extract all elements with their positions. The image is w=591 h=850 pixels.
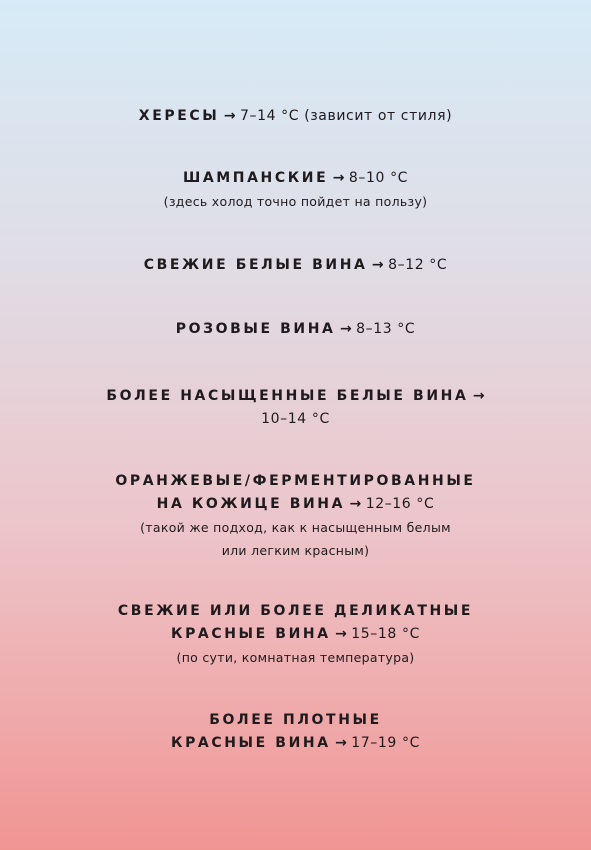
note: или легким красным) <box>221 543 370 558</box>
entry-rich-white <box>0 385 591 431</box>
temperature: 17–19 °С <box>351 735 420 751</box>
wine-name: ХЕРЕСЫ <box>138 108 220 124</box>
arrow-icon: → <box>472 388 485 404</box>
wine-name: КРАСНЫЕ ВИНА <box>171 626 331 642</box>
wine-name: КРАСНЫЕ ВИНА <box>171 735 331 751</box>
entry-line <box>0 167 591 190</box>
entry-line <box>0 493 591 516</box>
temperature: 7–14 °С (зависит от стиля) <box>240 108 453 124</box>
arrow-icon: → <box>223 108 236 124</box>
note: (такой же подход, как к насыщенным белым <box>140 520 451 535</box>
arrow-icon: → <box>339 321 352 337</box>
arrow-icon: → <box>335 735 347 751</box>
note: (по сути, комнатная температура) <box>176 650 415 665</box>
temperature: 15–18 °С <box>351 626 420 642</box>
entry-line <box>0 318 591 341</box>
entry-fresh-red <box>0 600 591 669</box>
arrow-icon: → <box>335 626 347 642</box>
temperature: 12–16 °С <box>365 496 435 512</box>
entry-sherry <box>0 105 591 128</box>
wine-name: СВЕЖИЕ БЕЛЫЕ ВИНА <box>143 257 368 273</box>
arrow-icon: → <box>349 496 362 512</box>
entry-line <box>0 470 591 493</box>
temperature: 8–13 °С <box>356 321 416 337</box>
entry-line <box>0 732 591 755</box>
wine-name: НА КОЖИЦЕ ВИНА <box>156 496 346 512</box>
entry-dense-red <box>0 709 591 755</box>
temperature: 8–12 °С <box>388 257 448 273</box>
entry-line <box>0 385 591 408</box>
wine-name: БОЛЕЕ ПЛОТНЫЕ <box>209 712 382 728</box>
entry-line <box>0 600 591 623</box>
entry-line <box>0 105 591 128</box>
temperature: 8–10 °С <box>348 170 409 186</box>
wine-name: РОЗОВЫЕ ВИНА <box>175 321 336 337</box>
entry-rose <box>0 318 591 341</box>
entry-line <box>0 709 591 732</box>
wine-name: ШАМПАНСКИЕ <box>182 170 329 186</box>
entry-line <box>0 254 591 277</box>
wine-name: БОЛЕЕ НАСЫЩЕННЫЕ БЕЛЫЕ ВИНА <box>106 388 469 404</box>
wine-name: ОРАНЖЕВЫЕ/ФЕРМЕНТИРОВАННЫЕ <box>115 473 476 489</box>
note: (здесь холод точно пойдет на пользу) <box>163 194 428 209</box>
arrow-icon: → <box>332 170 345 186</box>
wine-name: СВЕЖИЕ ИЛИ БОЛЕЕ ДЕЛИКАТНЫЕ <box>117 603 474 619</box>
entry-champagne <box>0 167 591 213</box>
entry-line <box>0 623 591 646</box>
entry-line <box>0 408 591 431</box>
entry-orange <box>0 470 591 562</box>
arrow-icon: → <box>371 257 384 273</box>
entry-fresh-white <box>0 254 591 277</box>
temperature: 10–14 °С <box>261 411 330 427</box>
